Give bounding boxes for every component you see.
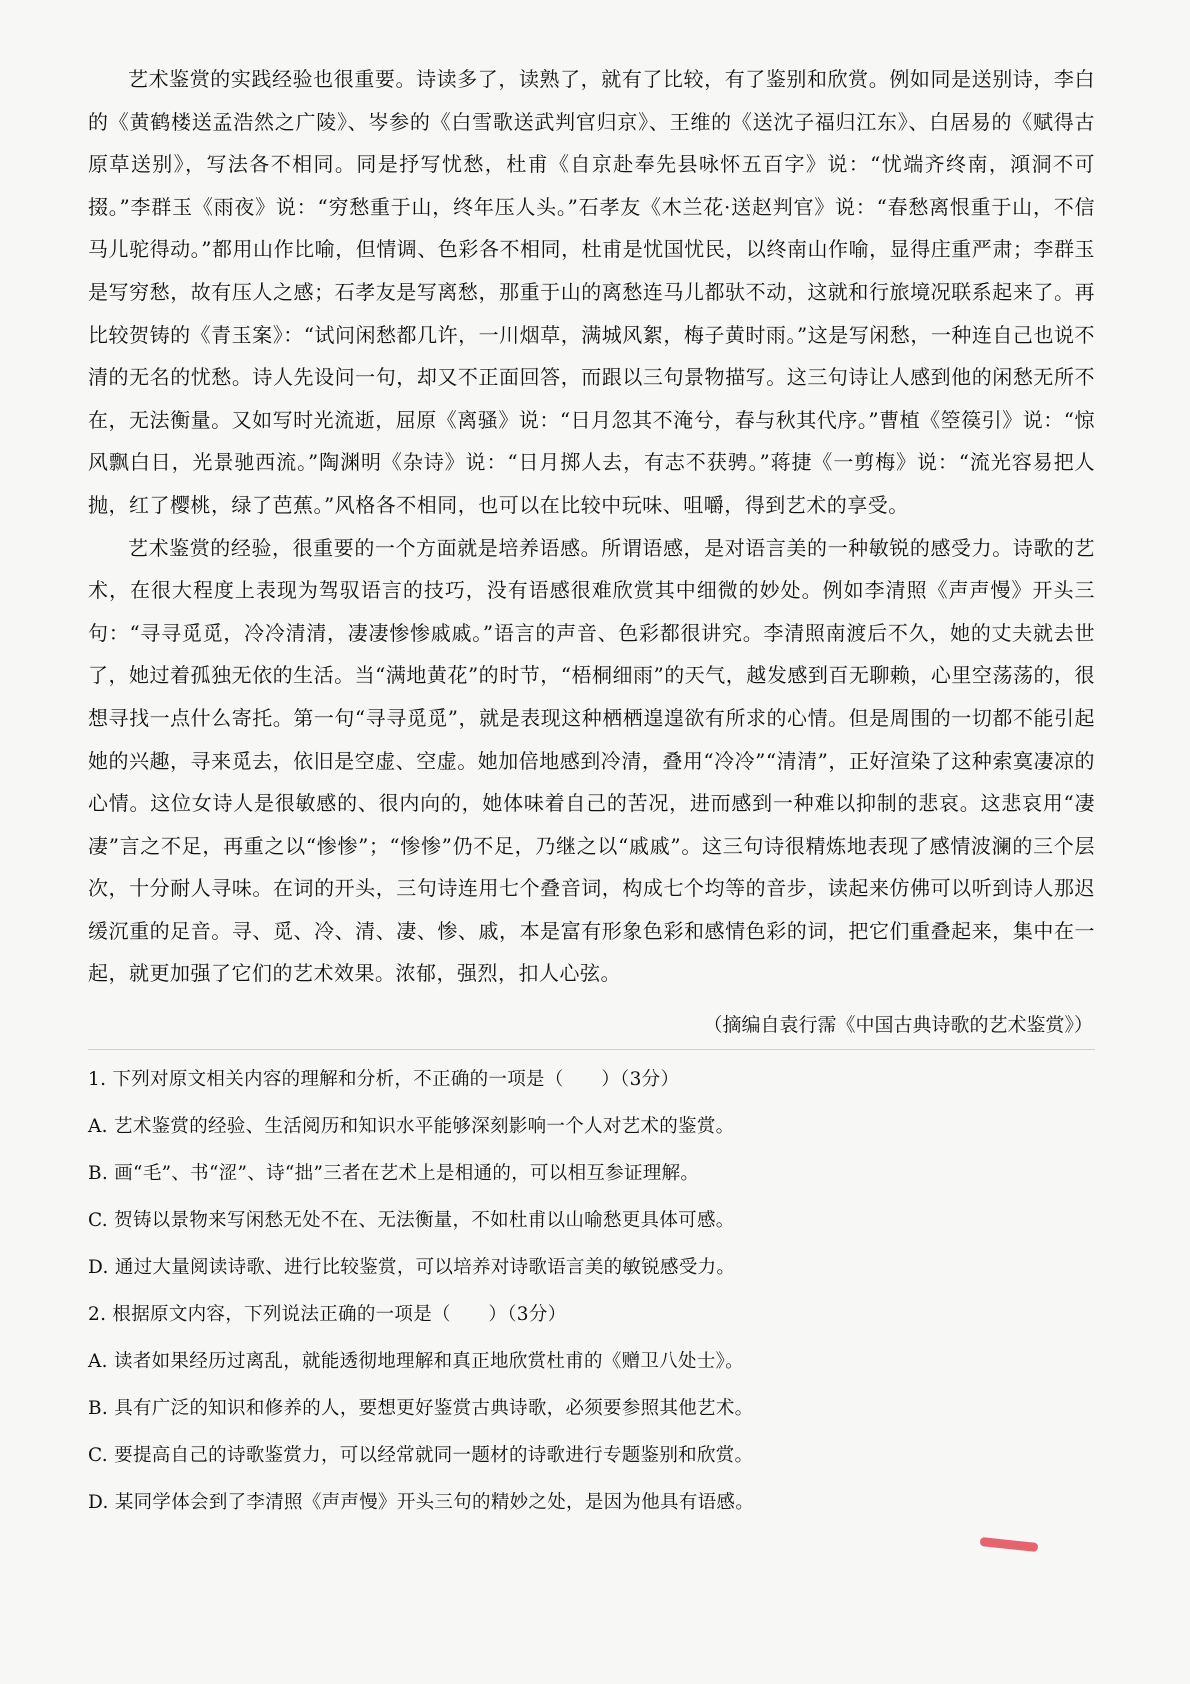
question-option: A. 读者如果经历过离乱，就能透彻地理解和真正地欣赏杜甫的《赠卫八处士》。 [88, 1351, 744, 1373]
question-option: B. 画“毛”、书“涩”、诗“拙”三者在艺术上是相通的，可以相互参证理解。 [88, 1163, 700, 1185]
divider [88, 1049, 1095, 1050]
red-marker-stroke [980, 1537, 1039, 1552]
question-2 [88, 1291, 1095, 1526]
question-option: D. 通过大量阅读诗歌、进行比较鉴赏，可以培养对诗歌语言美的敏锐感受力。 [88, 1257, 736, 1279]
question-option: C. 要提高自己的诗歌鉴赏力，可以经常就同一题材的诗歌进行专题鉴别和欣赏。 [88, 1445, 754, 1467]
question-option: C. 贺铸以景物来写闲愁无处不在、无法衡量，不如杜甫以山喻愁更具体可感。 [88, 1210, 735, 1232]
question-1 [88, 1056, 1095, 1291]
question-option: A. 艺术鉴赏的经验、生活阅历和知识水平能够深刻影响一个人对艺术的鉴赏。 [88, 1116, 735, 1138]
passage-paragraph-1: 艺术鉴赏的实践经验也很重要。诗读多了，读熟了，就有了比较，有了鉴别和欣赏。例如同是送别诗，李白的《黄鹤楼送孟浩然之广陵》、岑参的《白雪歌送武判官归京》、王维的《送沈子福归江东》、白居易的《赋得古原草送别》，写法各不相同。同是抒写忧愁，杜甫《自京赴奉先县咏怀五百字》说：“忧端齐终南，澒洞不可掇。”李群玉《雨夜》说：“穷愁重于山，终年压人头。”石孝友《木兰花·送赵判官》说：“春愁离恨重于山，不信马儿驼得动。”都用山作比喻，但情调、色彩各不相同，杜甫是忧国忧民，以终南山作喻，显得庄重严肃；李群玉是写穷愁，故有压人之感；石孝友是写离愁，那重于山的离愁连马儿都驮不动，这就和行旅境况联系起来了。再比较贺铸的《青玉案》：“试问闲愁都几许，一川烟草，满城风絮，梅子黄时雨。”这是写闲愁，一种连自己也说不清的无名的忧愁。诗人先设问一句，却又不正面回答，而跟以三句景物描写。这三句诗让人感到他的闲愁无所不在，无法衡量。又如写时光流逝，屈原《离骚》说：“日月忽其不淹兮，春与秋其代序。”曹植《箜篌引》说：“惊风飘白日，光景驰西流。”陶渊明《杂诗》说：“日月掷人去，有志不获骋。”蒋捷《一剪梅》说：“流光容易把人抛，红了樱桃，绿了芭蕉。”风格各不相同，也可以在比较中玩味、咀嚼，得到艺术的享受。 [88, 67, 1095, 517]
passage-paragraph-2: 艺术鉴赏的经验，很重要的一个方面就是培养语感。所谓语感，是对语言美的一种敏锐的感受力。诗歌的艺术，在很大程度上表现为驾驭语言的技巧，没有语感很难欣赏其中细微的妙处。例如李清照《声声慢》开头三句：“寻寻觅觅，冷冷清清，凄凄惨惨戚戚。”语言的声音、色彩都很讲究。李清照南渡后不久，她的丈夫就去世了，她过着孤独无依的生活。当“满地黄花”的时节，“梧桐细雨”的天气，越发感到百无聊赖，心里空荡荡的，很想寻找一点什么寄托。第一句“寻寻觅觅”，就是表现这种栖栖遑遑欲有所求的心情。但是周围的一切都不能引起她的兴趣，寻来觅去，依旧是空虚、空虚。她加倍地感到冷清，叠用“冷冷”“清清”，正好渲染了这种索寞凄凉的心情。这位女诗人是很敏感的、很内向的，她体味着自己的苦况，进而感到一种难以抑制的悲哀。这悲哀用“凄凄”言之不足，再重之以“惨惨”；“惨惨”仍不足，乃继之以“戚戚”。这三句诗很精炼地表现了感情波澜的三个层次，十分耐人寻味。在词的开头，三句诗连用七个叠音词，构成七个均等的音步，读起来仿佛可以听到诗人那迟缓沉重的足音。寻、觅、冷、清、凄、惨、戚，本是富有形象色彩和感情色彩的词，把它们重叠起来，集中在一起，就更加强了它们的艺术效果。浓郁，强烈，扣人心弦。 [88, 535, 1095, 986]
question-option: B. 具有广泛的知识和修养的人，要想更好鉴赏古典诗歌，必须要参照其他艺术。 [88, 1398, 754, 1420]
question-stem: 2. 根据原文内容，下列说法正确的一项是（ ）（3分） [88, 1304, 567, 1326]
passage-source: （摘编自袁行霈《中国古典诗歌的艺术鉴赏》） [703, 1014, 1093, 1037]
question-option: D. 某同学体会到了李清照《声声慢》开头三句的精妙之处，是因为他具有语感。 [88, 1492, 755, 1514]
question-stem: 1. 下列对原文相关内容的理解和分析，不正确的一项是（ ）（3分） [88, 1069, 680, 1091]
